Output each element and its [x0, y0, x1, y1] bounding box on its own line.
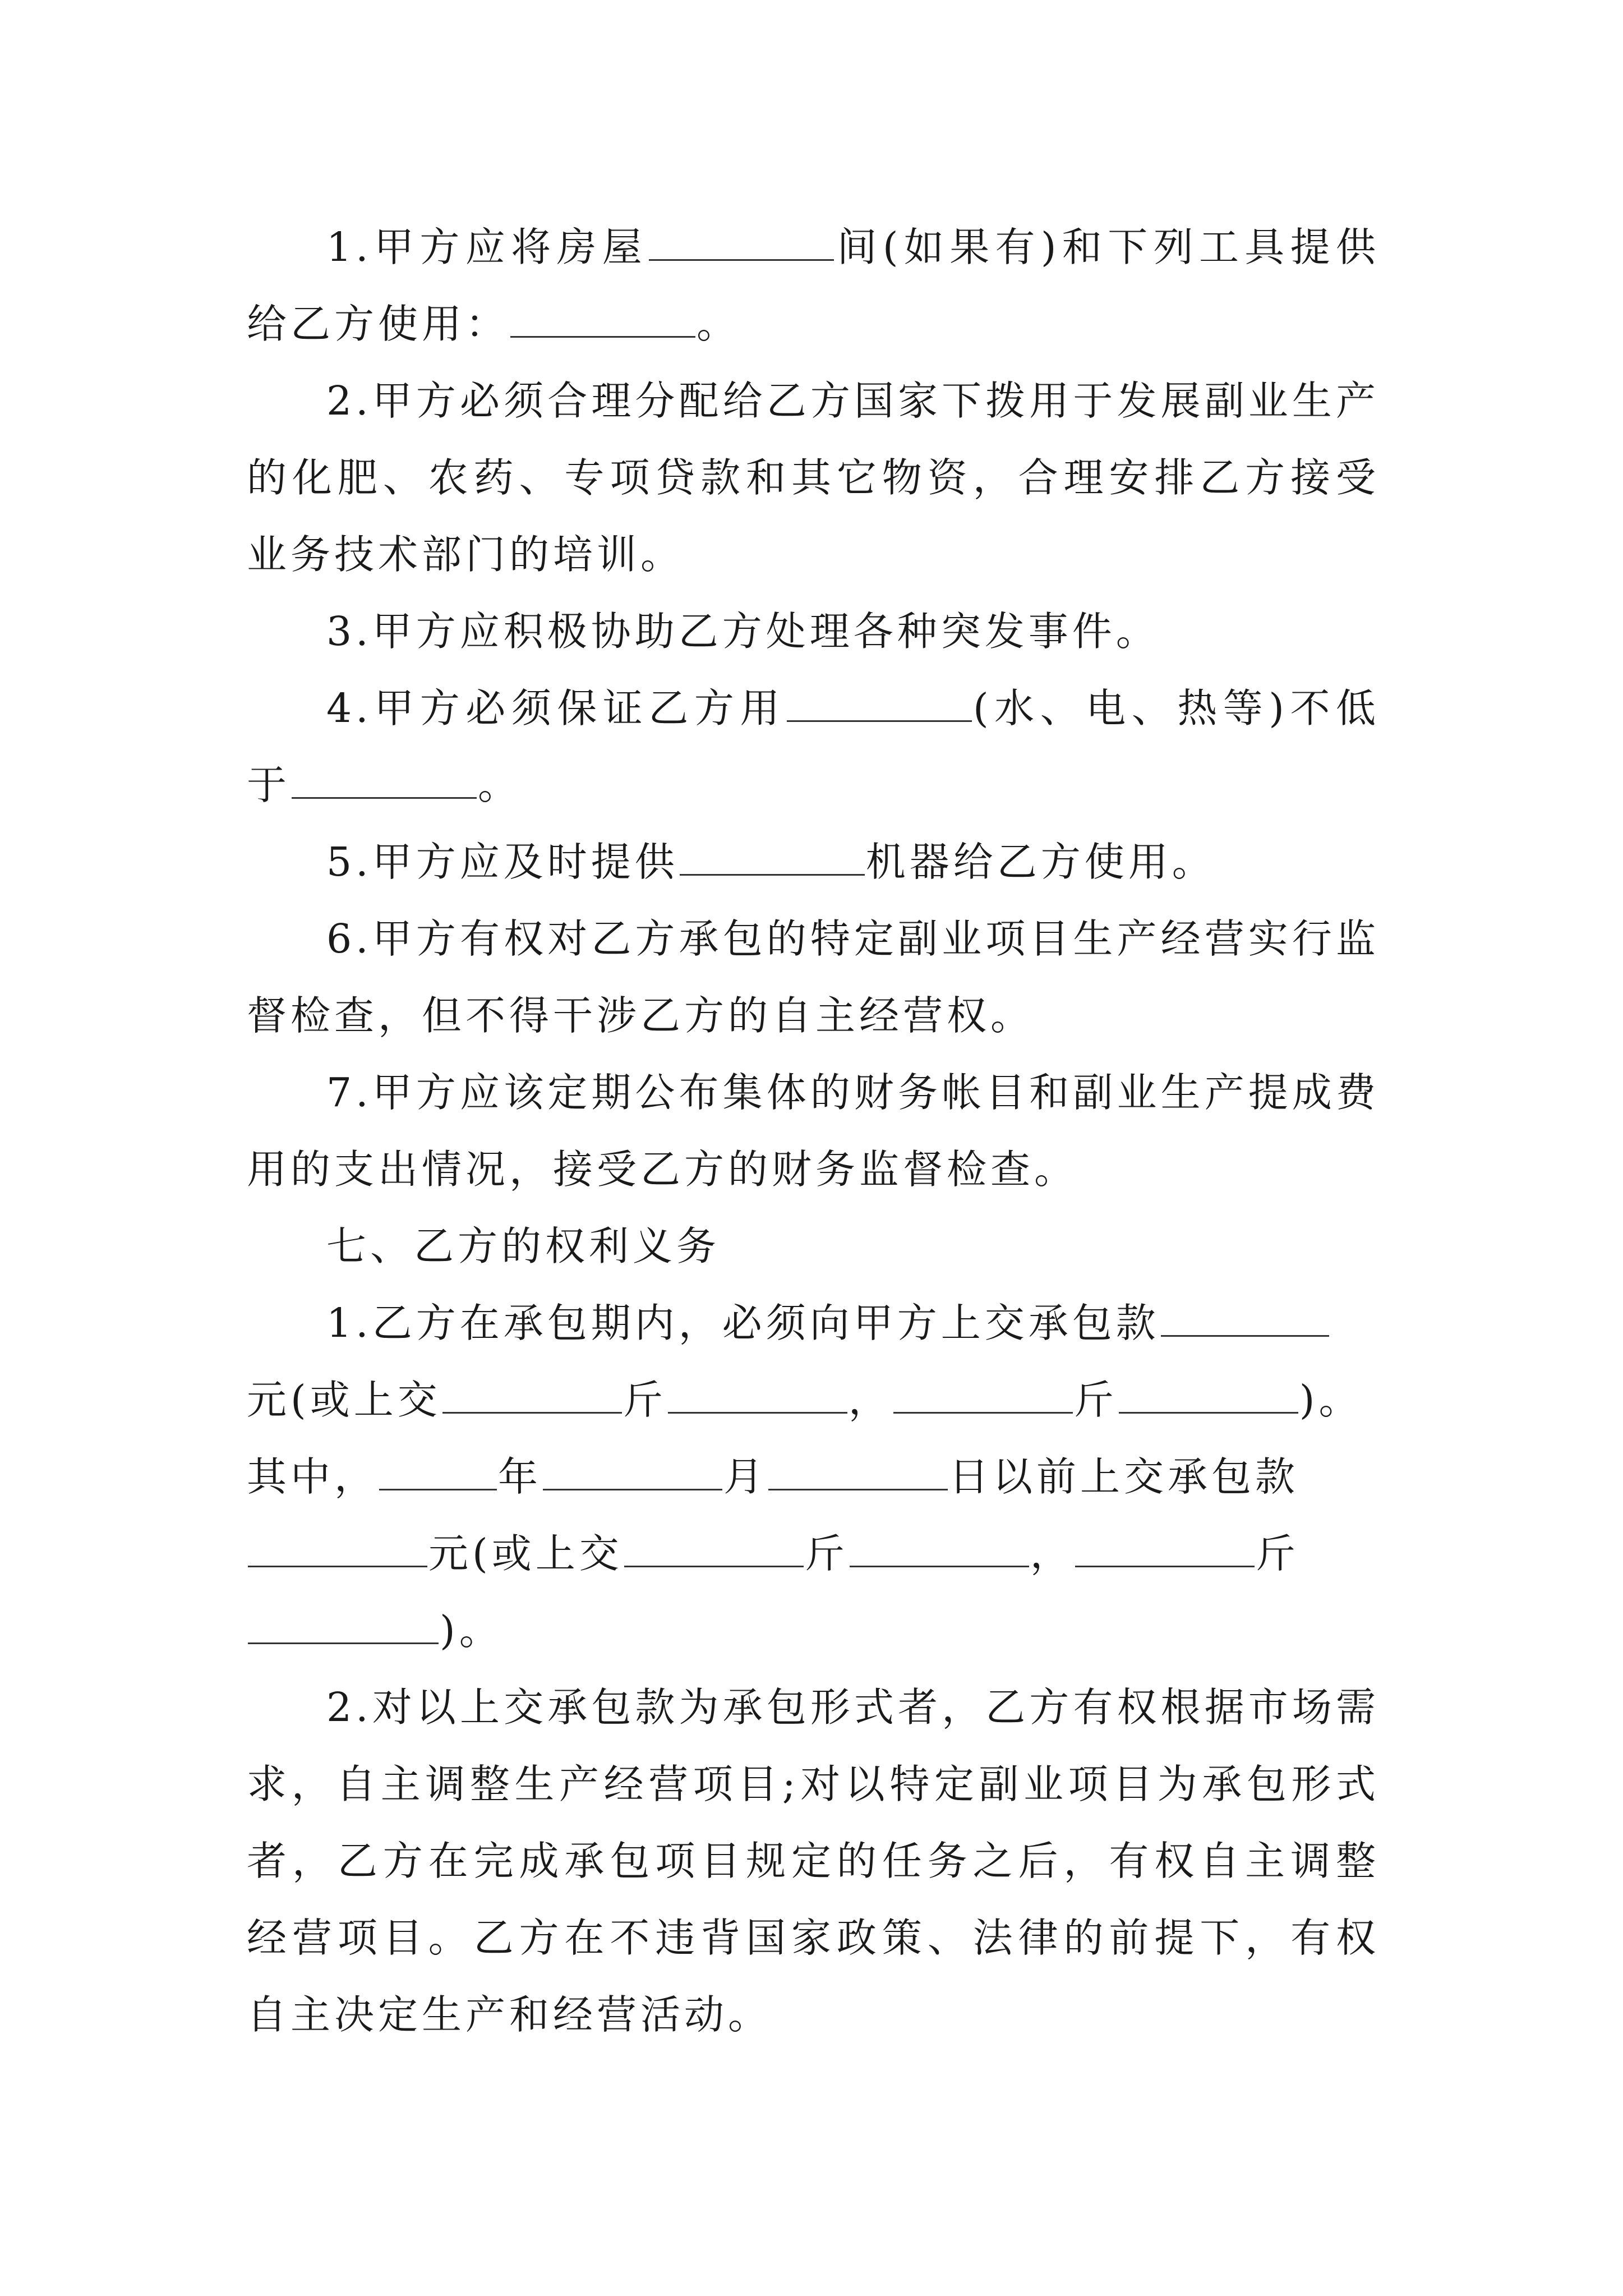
clause-a1 — [247, 209, 1380, 362]
clause-b1-text-1: 1.乙方在承包期内，必须向甲方上交承包款 — [326, 1300, 1160, 1346]
fill-blank[interactable] — [510, 300, 695, 338]
clause-b1-text-13: ， — [1030, 1530, 1074, 1577]
fill-blank[interactable] — [787, 684, 972, 722]
clause-a7: 7.甲方应该定期公布集体的财务帐目和副业生产提成费用的支出情况，接受乙方的财务监督检查。 — [247, 1069, 1380, 1193]
fill-blank[interactable] — [543, 1453, 722, 1490]
fill-blank[interactable] — [248, 1607, 439, 1644]
fill-blank[interactable] — [768, 1453, 948, 1490]
clause-a6: 6.甲方有权对乙方承包的特定副业项目生产经营实行监督检查，但不得干涉乙方的自主经营权。 — [247, 915, 1380, 1039]
clause-b1-text-10: 日以前上交承包款 — [949, 1453, 1299, 1500]
fill-blank[interactable] — [850, 1530, 1029, 1567]
clause-b1-line-2 — [247, 1361, 1380, 1438]
fill-blank[interactable] — [379, 1453, 497, 1490]
clause-a5 — [247, 823, 1380, 900]
clause-b1-text-2: 元(或上交 — [247, 1377, 441, 1423]
clause-b1-text-11: 元(或上交 — [428, 1530, 623, 1577]
clause-a4-text-1: 4.甲方必须保证乙方用 — [326, 685, 786, 731]
clause-a1-text-3: 给乙方使用： — [247, 301, 510, 347]
clause-a5-text-2: 机器给乙方使用。 — [865, 839, 1216, 885]
clause-b1-text-6: )。 — [1299, 1377, 1363, 1423]
clause-b1-line-5 — [247, 1592, 1380, 1669]
clause-a5-text-1: 5.甲方应及时提供 — [326, 839, 679, 885]
clause-b1-text-9: 月 — [723, 1453, 768, 1500]
fill-blank[interactable] — [442, 1376, 622, 1414]
fill-blank[interactable] — [1119, 1376, 1298, 1414]
clause-a4 — [247, 670, 1380, 823]
clause-b2: 2.对以上交承包款为承包形式者，乙方有权根据市场需求，自主调整生产经营项目;对以特定副业项目为承包形式者，乙方在完成承包项目规定的任务之后，有权自主调整经营项目。乙方在不违背国家政策、法律的前提下，有权自主决定生产和经营活动。 — [247, 1684, 1380, 2038]
clause-b1-text-12: 斤 — [804, 1530, 849, 1577]
fill-blank[interactable] — [1075, 1530, 1255, 1567]
clause-b1-text-7: 其中， — [247, 1453, 379, 1500]
clause-a4-text-4: 。 — [478, 762, 522, 808]
clause-a1-text-4: 。 — [697, 301, 741, 347]
clause-a4-text-2: (水、电、热等)不低 — [972, 685, 1380, 731]
fill-blank[interactable] — [668, 1376, 847, 1414]
fill-blank[interactable] — [248, 1530, 427, 1567]
fill-blank[interactable] — [624, 1530, 804, 1567]
clause-a3: 3.甲方应积极协助乙方处理各种突发事件。 — [326, 608, 1160, 655]
clause-a1-text-1: 1.甲方应将房屋 — [326, 224, 648, 270]
contract-body — [247, 209, 1380, 2053]
clause-a2: 2.甲方必须合理分配给乙方国家下拨用于发展副业生产的化肥、农药、专项贷款和其它物资，合理安排乙方接受业务技术部门的培训。 — [247, 378, 1380, 578]
section-heading: 七、乙方的权利义务 — [326, 1223, 721, 1269]
clause-a1-text-2: 间(如果有)和下列工具提供 — [835, 224, 1380, 270]
clause-b1-line-3 — [247, 1438, 1380, 1515]
fill-blank[interactable] — [649, 223, 834, 261]
clause-b1-text-15: )。 — [440, 1607, 503, 1654]
clause-b1-text-3: 斤 — [623, 1377, 667, 1423]
fill-blank[interactable] — [1161, 1299, 1329, 1337]
clause-b1-line-1 — [247, 1285, 1380, 1361]
clause-a4-text-3: 于 — [247, 762, 291, 808]
clause-b1-text-14: 斤 — [1255, 1530, 1299, 1577]
fill-blank[interactable] — [292, 761, 477, 799]
clause-b1-text-8: 年 — [498, 1453, 542, 1500]
clause-b1-text-4: ， — [848, 1377, 892, 1423]
fill-blank[interactable] — [680, 838, 865, 876]
clause-b1-line-4 — [247, 1515, 1380, 1592]
fill-blank[interactable] — [893, 1376, 1073, 1414]
clause-b1-text-5: 斤 — [1073, 1377, 1118, 1423]
